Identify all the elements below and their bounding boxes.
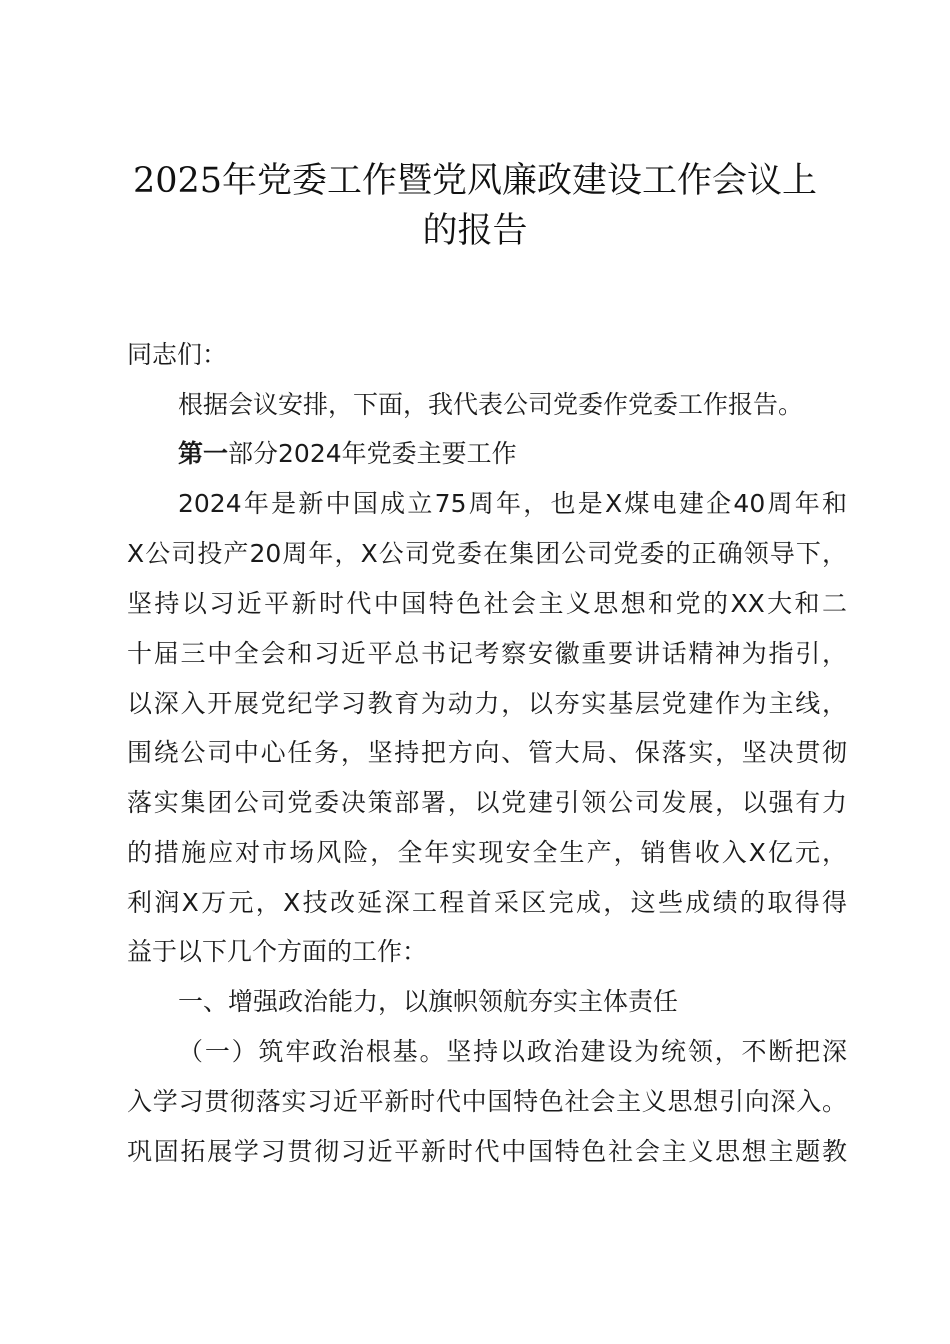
body-line: 围绕公司中心任务，坚持把方向、管大局、保落实，坚决贯彻: [127, 738, 847, 767]
body-line: X公司投产20周年，X公司党委在集团公司党委的正确领导下，: [127, 539, 847, 568]
document-title-line-2: 的报告: [422, 211, 528, 251]
body-line: 利润X万元，X技改延深工程首采区完成，这些成绩的取得得: [127, 888, 847, 917]
intro-paragraph: 根据会议安排，下面，我代表公司党委作党委工作报告。: [178, 390, 804, 419]
body-line: 的措施应对市场风险，全年实现安全生产，销售收入X亿元，: [127, 838, 847, 867]
body-line: 坚持以习近平新时代中国特色社会主义思想和党的XX大和二: [127, 589, 847, 618]
body-line: （一）筑牢政治根基。坚持以政治建设为统领，不断把深: [178, 1037, 847, 1066]
body-line: 2024年是新中国成立75周年，也是X煤电建企40周年和: [178, 489, 847, 518]
section-1-heading-text: 部分2024年党委主要工作: [228, 439, 517, 468]
body-line: 入学习贯彻落实习近平新时代中国特色社会主义思想引向深入。: [127, 1087, 847, 1116]
section-1-heading: [178, 439, 847, 469]
section-heading-1: 一、增强政治能力，以旗帜领航夯实主体责任: [178, 987, 679, 1016]
salutation: 同志们：: [127, 340, 228, 369]
body-line: 落实集团公司党委决策部署，以党建引领公司发展，以强有力: [127, 788, 847, 817]
body-line: 十届三中全会和习近平总书记考察安徽重要讲话精神为指引，: [127, 639, 847, 668]
body-line: 益于以下几个方面的工作：: [127, 937, 428, 966]
section-1-heading-bold: 第一: [178, 439, 229, 468]
body-line: 巩固拓展学习贯彻习近平新时代中国特色社会主义思想主题教: [127, 1137, 847, 1166]
body-line: 以深入开展党纪学习教育为动力，以夯实基层党建作为主线，: [127, 689, 847, 718]
document-title-line-1: 2025年党委工作暨党风廉政建设工作会议上: [132, 161, 818, 201]
